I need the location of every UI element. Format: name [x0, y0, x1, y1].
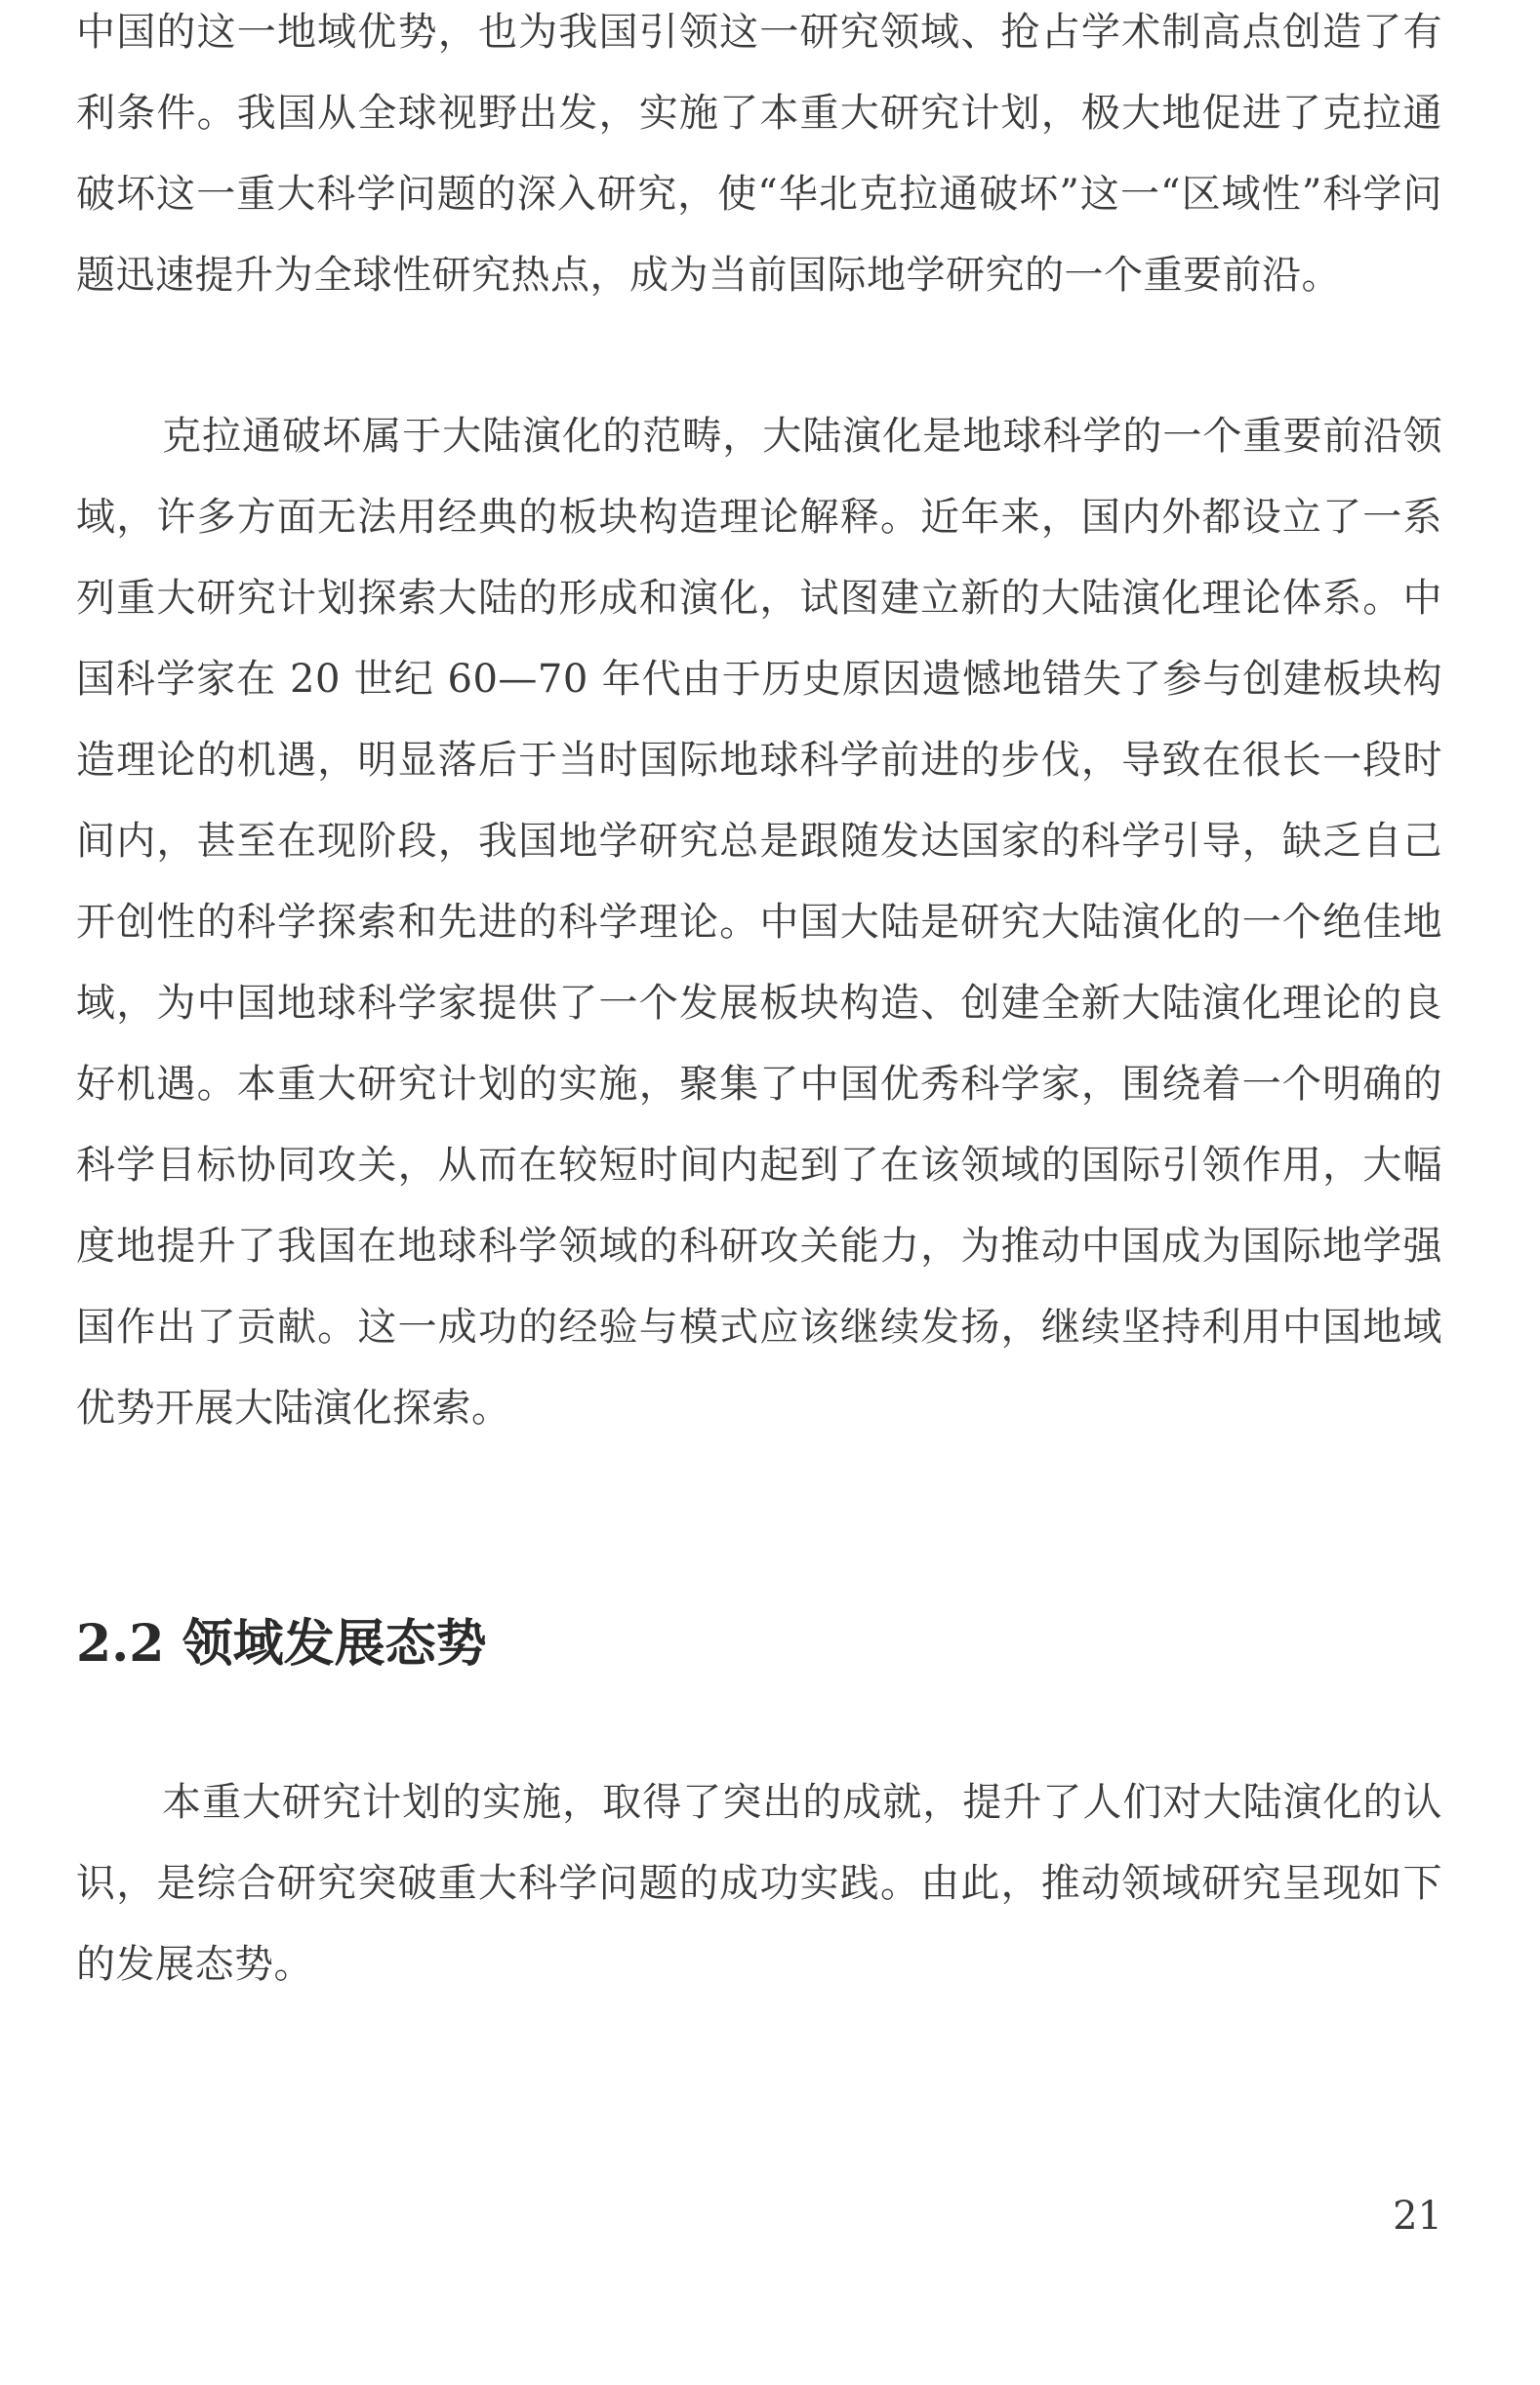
section-heading: 2.2 领域发展态势 — [76, 1614, 487, 1674]
body-paragraph: 本重大研究计划的实施，取得了突出的成就，提升了人们对大陆演化的认识，是综合研究突破重大科学问题的成功实践。由此，推动领域研究呈现如下的发展态势。 — [76, 1780, 1442, 1987]
body-paragraph: 克拉通破坏属于大陆演化的范畴，大陆演化是地球科学的一个重要前沿领域，许多方面无法用经典的板块构造理论解释。近年来，国内外都设立了一系列重大研究计划探索大陆的形成和演化，试图建立新的大陆演化理论体系。中国科学家在 20 世纪 60—70 年代由于历史原因遗憾地错失了参与创建板块构造理论的机遇，明显落后于当时国际地球科学前进的步伐，导致在很长一段时间内，甚至在现阶段，我国地学研究总是跟随发达国家的科学引导，缺乏自己开创性的科学探索和先进的科学理论。中国大陆是研究大陆演化的一个绝佳地域，为中国地球科学家提供了一个发展板块构造、创建全新大陆演化理论的良好机遇。本重大研究计划的实施，聚集了中国优秀科学家，围绕着一个明确的科学目标协同攻关，从而在较短时间内起到了在该领域的国际引领作用，大幅度地提升了我国在地球科学领域的科研攻关能力，为推动中国成为国际地学强国作出了贡献。这一成功的经验与模式应该继续发扬，继续坚持利用中国地域优势开展大陆演化探索。 — [76, 414, 1442, 1431]
body-paragraph: 中国的这一地域优势，也为我国引领这一研究领域、抢占学术制高点创造了有利条件。我国从全球视野出发，实施了本重大研究计划，极大地促进了克拉通破坏这一重大科学问题的深入研究，使“华北克拉通破坏”这一“区域性”科学问题迅速提升为全球性研究热点，成为当前国际地学研究的一个重要前沿。 — [76, 10, 1442, 298]
page-number: 21 — [1393, 2194, 1442, 2239]
